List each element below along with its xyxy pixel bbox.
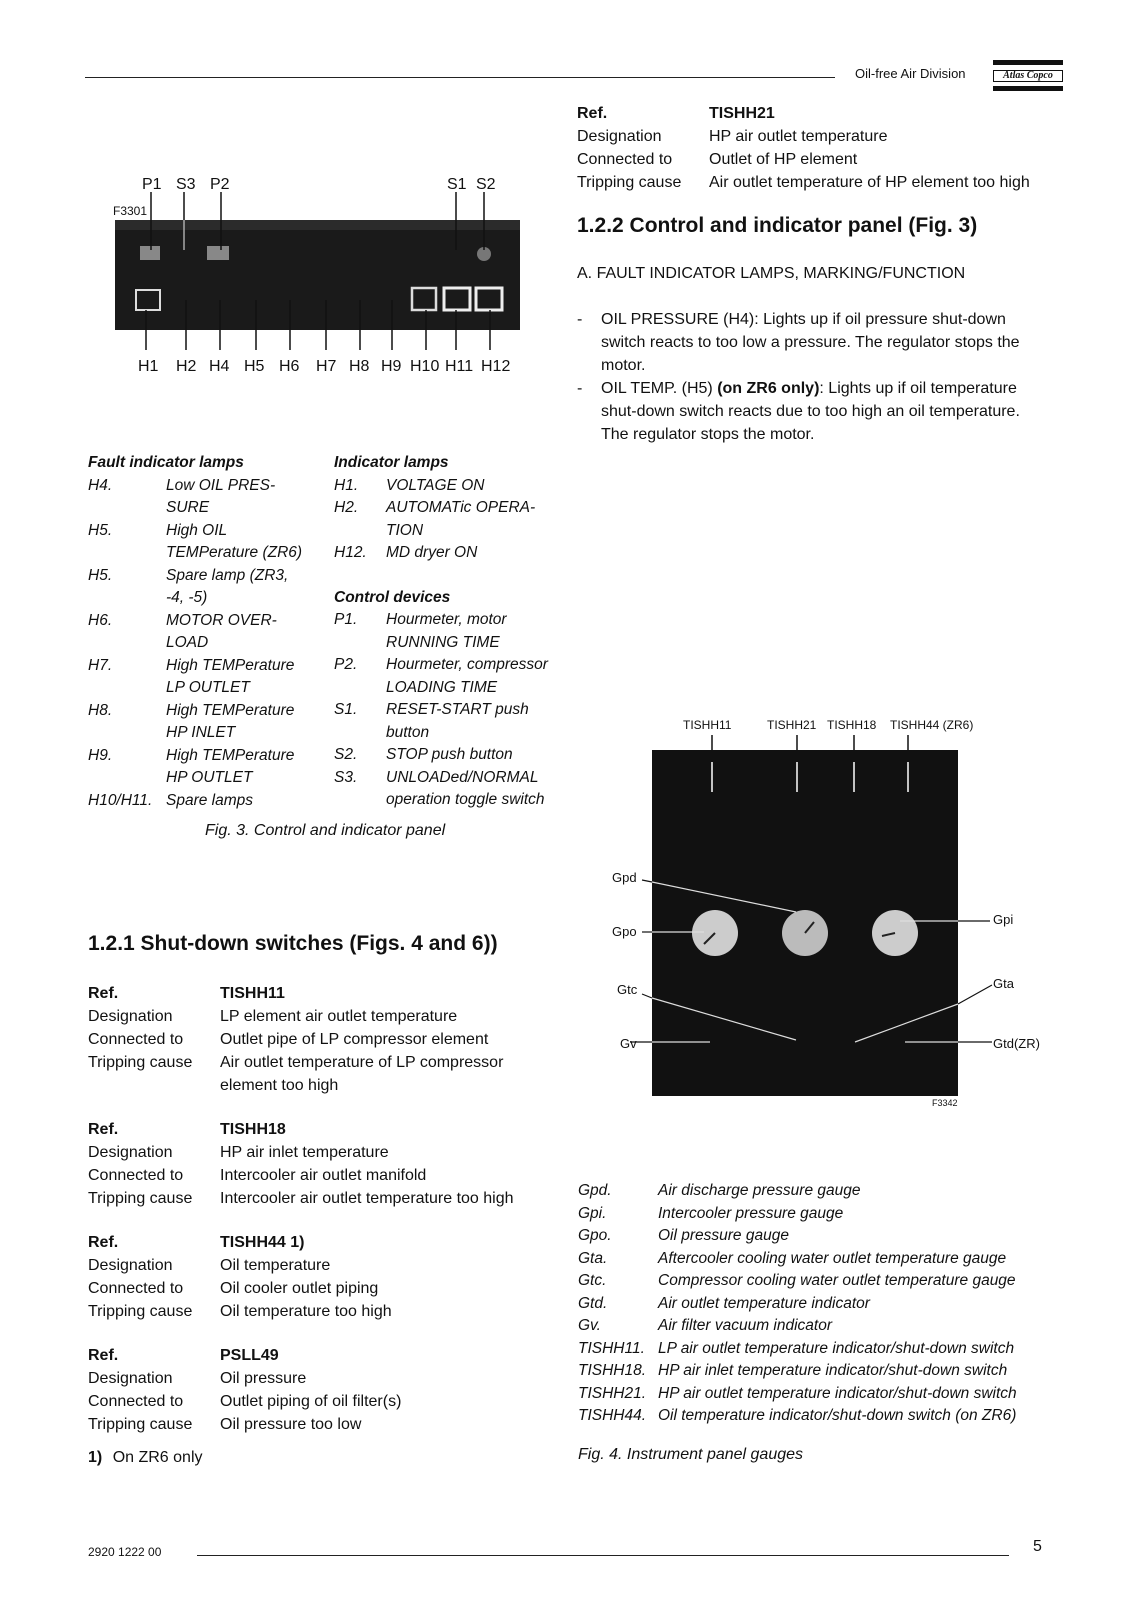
fault-key bbox=[88, 587, 166, 610]
label-p2: P2 bbox=[210, 176, 230, 193]
header-division: Oil-free Air Division bbox=[855, 66, 966, 81]
fault-value: High OIL bbox=[166, 521, 228, 539]
fault-key bbox=[88, 767, 166, 790]
fault-row bbox=[88, 767, 328, 790]
ref-value: TISHH11 bbox=[220, 985, 285, 1002]
ref-label: Tripping cause bbox=[88, 1416, 193, 1433]
fig4-legend-value: Air discharge pressure gauge bbox=[658, 1182, 861, 1199]
fault-value: LOAD bbox=[166, 634, 209, 651]
fault-key: H5. bbox=[88, 566, 113, 584]
control-row bbox=[334, 722, 574, 745]
fig4-code: F3342 bbox=[932, 1098, 958, 1108]
fault-key bbox=[88, 497, 166, 520]
fault-row bbox=[88, 475, 328, 498]
control-key: P2. bbox=[334, 656, 358, 673]
indicator-key: H12. bbox=[334, 544, 367, 561]
fig4-legend-key: Gpd. bbox=[578, 1182, 612, 1199]
label-h5: H5 bbox=[244, 358, 265, 375]
control-key: S2. bbox=[334, 746, 358, 763]
ref-value: Intercooler air outlet manifold bbox=[220, 1167, 427, 1184]
ref-block bbox=[88, 1231, 548, 1323]
control-value: RESET-START push bbox=[386, 701, 529, 718]
indicator-value: VOLTAGE ON bbox=[386, 476, 485, 494]
fig4-label-gtd: Gtd(ZR) bbox=[993, 1036, 1040, 1051]
fault-key: H4. bbox=[88, 476, 113, 494]
fault-value: MOTOR OVER- bbox=[166, 611, 277, 629]
label-h4: H4 bbox=[209, 358, 230, 375]
ref-label: Connected to bbox=[88, 1031, 184, 1048]
control-value: Hourmeter, motor bbox=[386, 611, 507, 628]
indicator-row bbox=[334, 475, 574, 498]
fig4-legend-row bbox=[578, 1293, 1048, 1316]
control-value: UNLOADed/NORMAL bbox=[386, 768, 539, 786]
control-row bbox=[334, 609, 574, 632]
control-value: LOADING TIME bbox=[386, 678, 498, 696]
fault-key: H5. bbox=[88, 521, 113, 539]
footnote: 1) On ZR6 only bbox=[88, 1449, 203, 1466]
indicator-key: H1. bbox=[334, 476, 359, 494]
label-h12: H12 bbox=[481, 358, 511, 375]
label-p1: P1 bbox=[142, 176, 162, 193]
fig4-legend bbox=[578, 1180, 1048, 1428]
control-value: RUNNING TIME bbox=[386, 633, 500, 651]
fault-value: High TEMPerature bbox=[166, 701, 295, 719]
fig3-code: F3301 bbox=[113, 204, 148, 218]
fault-row bbox=[88, 520, 328, 543]
ref-value: TISHH44 1) bbox=[220, 1234, 305, 1251]
ref-block bbox=[88, 982, 548, 1097]
fig4-legend-value: LP air outlet temperature indicator/shut-down switch bbox=[658, 1339, 1015, 1357]
indicator-value: TION bbox=[386, 521, 424, 539]
ref-label: Ref. bbox=[88, 1121, 119, 1138]
control-row bbox=[334, 677, 574, 700]
label-h7: H7 bbox=[316, 358, 337, 375]
ref-value: TISHH18 bbox=[220, 1121, 286, 1138]
indicator-key bbox=[334, 520, 386, 543]
ref-value: Oil pressure too low bbox=[220, 1416, 362, 1433]
fault-row bbox=[88, 565, 328, 588]
fig4-legend-key: Gpi. bbox=[578, 1204, 607, 1222]
fault-row bbox=[88, 497, 328, 520]
fig4-legend-value: Intercooler pressure gauge bbox=[658, 1204, 844, 1222]
oil-pressure-item: - OIL PRESSURE (H4): Lights up if oil pressure shut-down switch reacts to too low a pressure. The regulator stops the motor. - OIL TEMP. (H5) (on ZR6 only): Lights up if oil temperature shut-down switch reacts due to too high an oil temperature. The regulator stops the motor. bbox=[577, 311, 1020, 443]
ref-value: Outlet piping of oil filter(s) bbox=[220, 1393, 402, 1410]
fig4-legend-key: TISHH44. bbox=[578, 1407, 647, 1424]
fault-row bbox=[88, 722, 328, 745]
label-h6: H6 bbox=[279, 358, 300, 375]
label-h10: H10 bbox=[410, 358, 440, 375]
control-key: S3. bbox=[334, 768, 358, 786]
fig3-diagram bbox=[110, 170, 530, 380]
fault-key bbox=[88, 542, 166, 565]
fig4-legend-value: Oil pressure gauge bbox=[658, 1227, 789, 1244]
header-rule bbox=[85, 77, 835, 78]
fig4-legend-row bbox=[578, 1405, 1048, 1428]
indicator-row bbox=[334, 497, 574, 520]
ref-label: Designation bbox=[88, 1008, 173, 1025]
control-row bbox=[334, 699, 574, 722]
label-s2: S2 bbox=[476, 176, 496, 193]
ref-value: HP air inlet temperature bbox=[220, 1144, 389, 1161]
fig4-legend-row bbox=[578, 1270, 1048, 1293]
ref-block bbox=[88, 1344, 548, 1436]
fig4-legend-key: Gv. bbox=[578, 1317, 601, 1334]
control-key bbox=[334, 677, 386, 700]
fig4-label-tishh21: TISHH21 bbox=[767, 718, 817, 732]
ref-label: Connected to bbox=[88, 1393, 184, 1410]
ref-label: Ref. bbox=[88, 1347, 119, 1364]
fig4-label-gpi: Gpi bbox=[993, 912, 1014, 927]
label-h2: H2 bbox=[176, 358, 197, 375]
fig4-label-gpd: Gpd bbox=[612, 870, 637, 885]
ref-label: Tripping cause bbox=[88, 1190, 193, 1207]
ref-value: Outlet pipe of LP compressor element bbox=[220, 1031, 489, 1048]
fig4-label-tishh44: TISHH44 (ZR6) bbox=[890, 718, 974, 732]
fault-key: H7. bbox=[88, 656, 113, 674]
fig4-label-tishh18: TISHH18 bbox=[827, 718, 877, 732]
control-key bbox=[334, 722, 386, 745]
fault-value: HP OUTLET bbox=[166, 769, 253, 786]
fig4-legend-row bbox=[578, 1338, 1048, 1361]
ref-value: Intercooler air outlet temperature too high bbox=[220, 1190, 514, 1207]
fault-row bbox=[88, 790, 328, 813]
label-s3: S3 bbox=[176, 176, 196, 193]
fault-value: TEMPerature (ZR6) bbox=[166, 544, 303, 561]
fig4-diagram bbox=[600, 700, 1060, 1120]
indicator-value: AUTOMATic OPERA- bbox=[386, 499, 536, 516]
fig4-legend-row bbox=[578, 1383, 1048, 1406]
control-key bbox=[334, 789, 386, 812]
control-row bbox=[334, 767, 574, 790]
fig4-legend-key: TISHH11. bbox=[578, 1339, 645, 1357]
ref-label: Ref. bbox=[88, 1234, 119, 1251]
fig4-legend-key: TISHH21. bbox=[578, 1384, 647, 1402]
indicator-row bbox=[334, 520, 574, 543]
ref-block bbox=[88, 1118, 548, 1210]
control-row bbox=[334, 744, 574, 767]
ref-label: Designation bbox=[88, 1370, 173, 1387]
fig4-legend-key: Gpo. bbox=[578, 1227, 612, 1244]
ref-value: Oil pressure bbox=[220, 1370, 307, 1387]
fault-row bbox=[88, 587, 328, 610]
fault-row bbox=[88, 745, 328, 768]
ref-label: Connected to bbox=[88, 1280, 184, 1297]
fig4-label-gpo: Gpo bbox=[612, 924, 637, 939]
fault-row bbox=[88, 700, 328, 723]
control-key bbox=[334, 632, 386, 655]
section-121-title: 1.2.1 Shut-down switches (Figs. 4 and 6)) bbox=[88, 932, 498, 955]
control-value: STOP push button bbox=[386, 746, 513, 763]
fig4-legend-value: HP air inlet temperature indicator/shut-down switch bbox=[658, 1362, 1008, 1379]
fault-key bbox=[88, 722, 166, 745]
indicator-value: MD dryer ON bbox=[386, 544, 478, 561]
fig4-caption: Fig. 4. Instrument panel gauges bbox=[578, 1446, 804, 1463]
ref-label: Connected to bbox=[88, 1167, 184, 1184]
fig4-legend-value: Air outlet temperature indicator bbox=[658, 1294, 870, 1312]
control-value: button bbox=[386, 723, 430, 741]
page-number: 5 bbox=[1033, 1538, 1042, 1555]
fig4-legend-key: Gtd. bbox=[578, 1294, 608, 1312]
fig4-legend-key: TISHH18. bbox=[578, 1362, 647, 1379]
fault-indicator-legend bbox=[88, 452, 328, 812]
ref-value: Oil cooler outlet piping bbox=[220, 1280, 379, 1297]
indicator-legend bbox=[334, 452, 574, 812]
ref-value: PSLL49 bbox=[220, 1347, 279, 1364]
doc-number: 2920 1222 00 bbox=[88, 1545, 162, 1559]
control-row bbox=[334, 632, 574, 655]
fig4-legend-row bbox=[578, 1248, 1048, 1271]
indicator-row bbox=[334, 542, 574, 565]
fig4-legend-row bbox=[578, 1225, 1048, 1248]
control-row bbox=[334, 654, 574, 677]
label-h11: H11 bbox=[445, 358, 474, 375]
fault-key: H6. bbox=[88, 611, 113, 629]
ref-value: Oil temperature too high bbox=[220, 1303, 392, 1320]
fault-key bbox=[88, 677, 166, 700]
fig4-legend-row bbox=[578, 1180, 1048, 1203]
ref-label: Tripping cause bbox=[88, 1303, 193, 1320]
fault-row bbox=[88, 610, 328, 633]
fault-value: Spare lamps bbox=[166, 791, 254, 809]
fig3-caption: Fig. 3. Control and indicator panel bbox=[205, 822, 446, 839]
control-title: Control devices bbox=[334, 588, 451, 606]
control-row bbox=[334, 789, 574, 812]
fig4-label-gta: Gta bbox=[993, 976, 1014, 991]
ref-value: Oil temperature bbox=[220, 1257, 331, 1274]
ref-label: Designation bbox=[88, 1144, 173, 1161]
fault-key: H9. bbox=[88, 746, 113, 764]
fault-value: Spare lamp (ZR3, bbox=[166, 566, 289, 584]
control-value: operation toggle switch bbox=[386, 791, 545, 808]
fault-value: -4, -5) bbox=[166, 589, 208, 606]
indicator-key: H2. bbox=[334, 499, 359, 516]
label-h8: H8 bbox=[349, 358, 370, 375]
atlas-copco-logo: Atlas Copco bbox=[993, 58, 1063, 92]
fig4-legend-key: Gtc. bbox=[578, 1272, 607, 1289]
fault-value: HP INLET bbox=[166, 724, 236, 741]
ref-block-tishh21: Ref. TISHH21 Designation HP air outlet temperature Connected to Outlet of HP element Tripping cause Air outlet temperature of HP element too high bbox=[577, 105, 1030, 191]
fault-key bbox=[88, 632, 166, 655]
fault-row bbox=[88, 542, 328, 565]
fig4-legend-row bbox=[578, 1203, 1048, 1226]
fig4-label-tishh11: TISHH11 bbox=[683, 718, 732, 732]
fault-row bbox=[88, 655, 328, 678]
fig4-legend-value: Oil temperature indicator/shut-down switch (on ZR6) bbox=[658, 1407, 1017, 1424]
fault-value: High TEMPerature bbox=[166, 656, 295, 674]
indicator-title: Indicator lamps bbox=[334, 454, 449, 471]
control-key: S1. bbox=[334, 701, 358, 718]
fault-value: High TEMPerature bbox=[166, 746, 295, 764]
label-h1: H1 bbox=[138, 358, 159, 375]
ref-value: Air outlet temperature of LP compressor bbox=[220, 1054, 504, 1071]
ref-value: element too high bbox=[220, 1077, 339, 1094]
fault-key: H10/H11. bbox=[88, 791, 153, 809]
fig4-legend-row bbox=[578, 1360, 1048, 1383]
control-value: Hourmeter, compressor bbox=[386, 656, 548, 673]
fault-title: Fault indicator lamps bbox=[88, 454, 244, 471]
ref-label: Designation bbox=[88, 1257, 173, 1274]
section-122-title: 1.2.2 Control and indicator panel (Fig. 3) bbox=[577, 214, 978, 237]
control-key: P1. bbox=[334, 611, 358, 628]
footer-rule bbox=[197, 1555, 1009, 1556]
fig4-label-gv: Gv bbox=[620, 1036, 637, 1051]
fault-value: Low OIL PRES- bbox=[166, 476, 276, 494]
fault-key: H8. bbox=[88, 701, 113, 719]
fig4-legend-value: Air filter vacuum indicator bbox=[658, 1317, 833, 1334]
ref-label: Ref. bbox=[88, 985, 119, 1002]
shutdown-blocks bbox=[88, 982, 548, 1457]
label-s1: S1 bbox=[447, 176, 467, 193]
ref-value: LP element air outlet temperature bbox=[220, 1008, 458, 1025]
section-122-subtitle: A. FAULT INDICATOR LAMPS, MARKING/FUNCTION bbox=[577, 265, 966, 282]
fig4-legend-value: HP air outlet temperature indicator/shut-down switch bbox=[658, 1384, 1017, 1402]
fig4-label-gtc: Gtc bbox=[617, 982, 638, 997]
fault-row bbox=[88, 632, 328, 655]
ref-label: Tripping cause bbox=[88, 1054, 193, 1071]
fig4-legend-row bbox=[578, 1315, 1048, 1338]
fig4-legend-value: Compressor cooling water outlet temperature gauge bbox=[658, 1272, 1016, 1289]
fault-value: LP OUTLET bbox=[166, 679, 250, 696]
fault-row bbox=[88, 677, 328, 700]
fig4-legend-key: Gta. bbox=[578, 1249, 608, 1267]
fault-value: SURE bbox=[166, 499, 210, 516]
fig4-legend-value: Aftercooler cooling water outlet temperature gauge bbox=[658, 1249, 1007, 1267]
label-h9: H9 bbox=[381, 358, 402, 375]
